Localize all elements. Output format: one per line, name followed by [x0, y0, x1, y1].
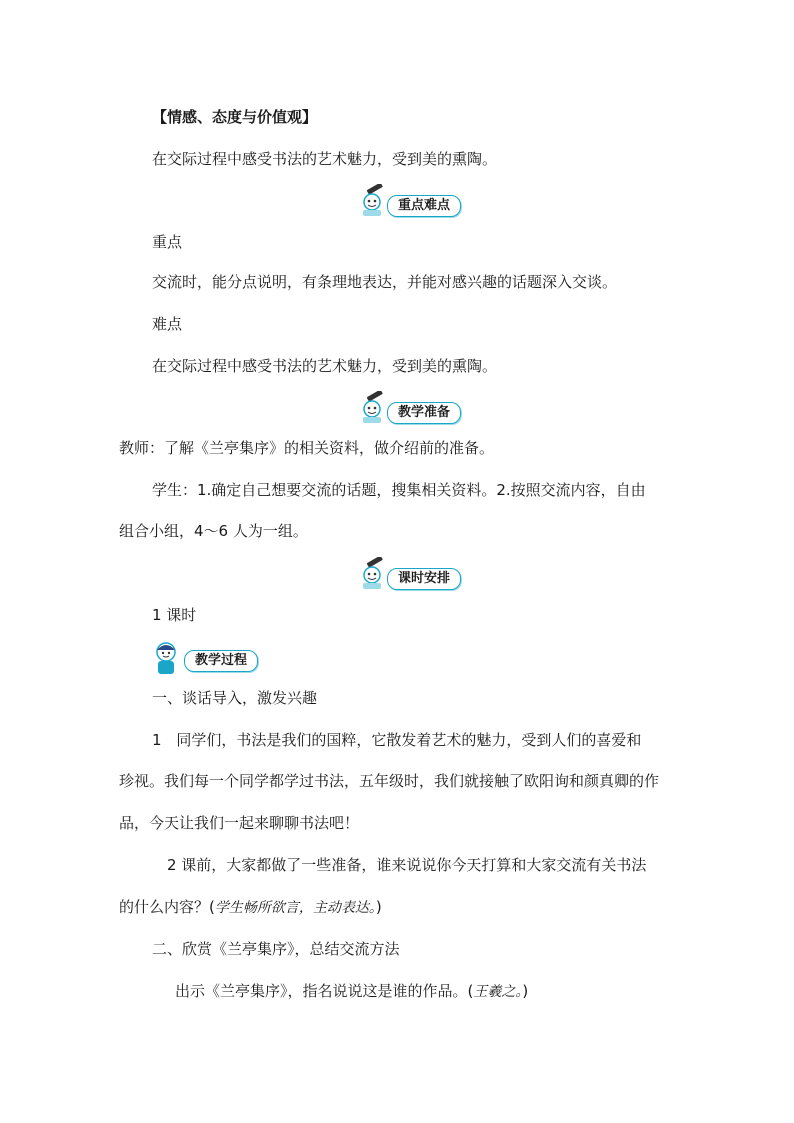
label-difficult: 难点	[152, 315, 183, 333]
paragraph-1-line-2: 珍视。我们每一个同学都学过书法，五年级时，我们就接触了欧阳询和颜真卿的作	[119, 772, 660, 790]
paragraph-3-text: 出示《兰亭集序》，指名说说这是谁的作品。(	[175, 982, 474, 1000]
paragraph-1-line-1	[152, 730, 641, 750]
paragraph-3-close: )	[522, 982, 529, 1000]
paragraph-difficult: 在交际过程中感受书法的艺术魅力，受到美的熏陶。	[152, 357, 498, 375]
paragraph-student-line-2: 组合小组，4～6 人为一组。	[119, 522, 308, 540]
paragraph-1-line-3: 品，今天让我们一起来聊聊书法吧！	[119, 814, 360, 832]
paragraph-2-line-2	[119, 897, 382, 918]
section-heading-appreciate: 二、欣赏《兰亭集序》，总结交流方法	[152, 940, 400, 958]
banner-process	[150, 640, 280, 676]
section-heading-intro: 一、谈话导入，激发兴趣	[152, 689, 318, 707]
banner-schedule-label: 课时安排	[387, 568, 461, 590]
paragraph-1-text: 同学们，书法是我们的国粹，它散发着艺术的魅力，受到人们的喜爱和	[176, 731, 642, 749]
paragraph-values: 在交际过程中感受书法的艺术魅力，受到美的熏陶。	[152, 150, 498, 168]
paragraph-2-close: )	[375, 898, 382, 916]
paragraph-3	[175, 981, 528, 1002]
paragraph-student-line-1: 学生：1.确定自己想要交流的话题，搜集相关资料。2.按照交流内容，自由	[152, 481, 646, 499]
student-mascot-icon	[150, 640, 186, 676]
section-heading-values: 【情感、态度与价值观】	[152, 108, 318, 126]
paragraph-2-line-1: 2 课前，大家都做了一些准备，谁来说说你今天打算和大家交流有关书法	[167, 856, 647, 874]
paragraph-2-text: 的什么内容？(	[119, 898, 215, 916]
paragraph-3-note: 王羲之。	[473, 984, 523, 1000]
label-key: 重点	[152, 233, 183, 251]
banner-keypoints-label: 重点难点	[387, 195, 461, 217]
banner-keypoints	[357, 184, 477, 218]
paragraph-1-number: 1	[152, 731, 162, 749]
paragraph-2-note: 学生畅所欲言，主动表达。	[214, 900, 376, 916]
banner-schedule	[357, 557, 477, 591]
mascot-icon	[357, 391, 391, 425]
paragraph-key: 交流时，能分点说明，有条理地表达，并能对感兴趣的话题深入交谈。	[152, 273, 618, 291]
paragraph-schedule: 1 课时	[152, 606, 197, 624]
banner-prep-label: 教学准备	[387, 402, 461, 424]
banner-process-label: 教学过程	[184, 650, 258, 672]
mascot-icon	[357, 557, 391, 591]
banner-prep	[357, 391, 477, 425]
paragraph-teacher: 教师：了解《兰亭集序》的相关资料，做介绍前的准备。	[119, 439, 495, 457]
mascot-icon	[357, 184, 391, 218]
